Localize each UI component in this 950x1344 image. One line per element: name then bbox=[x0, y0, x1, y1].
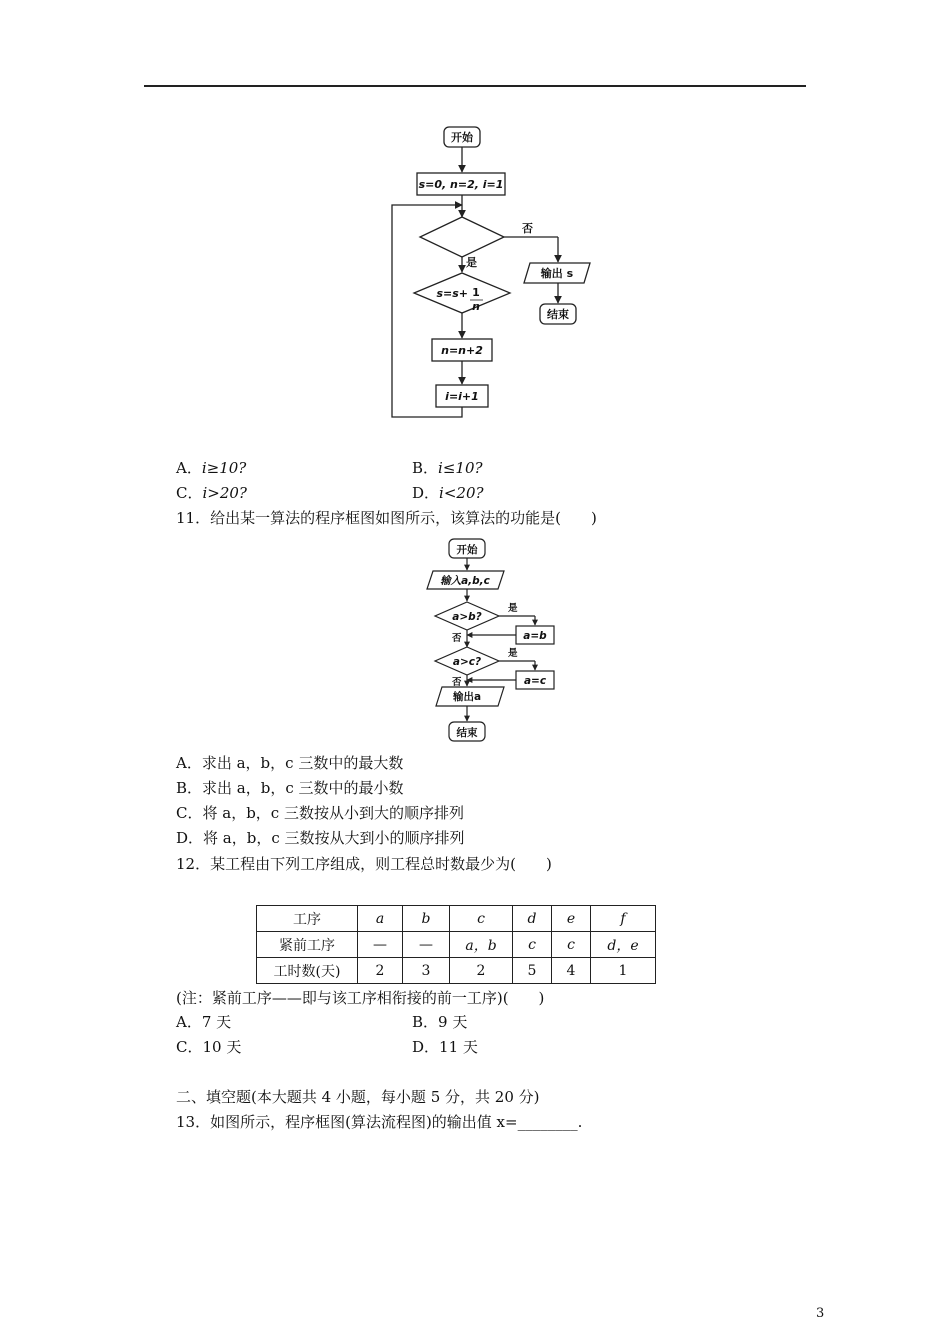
table-cell: a bbox=[358, 906, 403, 932]
flow2-assign1-text: a=b bbox=[523, 630, 547, 642]
table-cell: — bbox=[403, 932, 450, 958]
q12-option-a: A．7 天 bbox=[176, 1013, 232, 1031]
flow2-no2-label: 否 bbox=[452, 677, 462, 688]
table-cell: f bbox=[591, 906, 656, 932]
flow1-update-i-text: i=i+1 bbox=[445, 390, 479, 403]
header-rule bbox=[144, 85, 806, 87]
table-row bbox=[257, 932, 656, 958]
flow2-output-text: 输出a bbox=[452, 691, 482, 703]
table-cell: 1 bbox=[591, 958, 656, 984]
table-cell: c bbox=[450, 906, 513, 932]
flow1-output-text: 输出 s bbox=[540, 267, 574, 280]
table-cell: 2 bbox=[358, 958, 403, 984]
table-cell: c bbox=[552, 932, 591, 958]
q10-option-a: A．i≥10? bbox=[176, 459, 247, 477]
flow1-update-s-den: n bbox=[472, 300, 480, 313]
work-table bbox=[256, 905, 656, 984]
flowchart-2 bbox=[420, 535, 570, 747]
table-row bbox=[257, 906, 656, 932]
table-cell: — bbox=[358, 932, 403, 958]
flow1-yes-label: 是 bbox=[466, 256, 477, 269]
table-cell: 5 bbox=[513, 958, 552, 984]
q13-stem: 13．如图所示，程序框图(算法流程图)的输出值 x=________. bbox=[176, 1113, 583, 1131]
flow2-start-text: 开始 bbox=[456, 544, 478, 556]
page-number: 3 bbox=[816, 1306, 825, 1321]
table-cell: 工时数(天) bbox=[257, 958, 358, 984]
q12-stem: 12．某工程由下列工序组成，则工程总时数最少为( ) bbox=[176, 855, 552, 873]
q11-option-b: B．求出 a，b，c 三数中的最小数 bbox=[176, 779, 404, 797]
table-cell: d，e bbox=[591, 932, 656, 958]
flow1-end-text: 结束 bbox=[547, 308, 569, 321]
q12-note: (注：紧前工序——即与该工序相衔接的前一工序)( ) bbox=[176, 989, 545, 1007]
q11-option-c: C．将 a，b，c 三数按从小到大的顺序排列 bbox=[176, 804, 464, 822]
flowchart-1 bbox=[380, 120, 620, 430]
table-cell: 紧前工序 bbox=[257, 932, 358, 958]
q10-option-b: B．i≤10? bbox=[412, 459, 483, 477]
q12-option-c: C．10 天 bbox=[176, 1038, 242, 1056]
q12-option-b: B．9 天 bbox=[412, 1013, 468, 1031]
flow2-cond2-text: a>c? bbox=[452, 656, 482, 668]
flow1-update-n-text: n=n+2 bbox=[441, 344, 483, 357]
table-cell: 3 bbox=[403, 958, 450, 984]
flow1-init-text: s=0, n=2, i=1 bbox=[418, 178, 504, 191]
flow1-update-s-text: s=s+ bbox=[436, 287, 468, 300]
flow1-no-label: 否 bbox=[522, 222, 533, 235]
flow2-assign2-text: a=c bbox=[523, 675, 547, 687]
section-heading: 二、填空题(本大题共 4 小题，每小题 5 分，共 20 分) bbox=[176, 1088, 540, 1106]
q12-option-d: D．11 天 bbox=[412, 1038, 478, 1056]
flow2-yes1-label: 是 bbox=[508, 603, 518, 614]
q11-option-a: A．求出 a，b，c 三数中的最大数 bbox=[176, 754, 404, 772]
table-cell: c bbox=[513, 932, 552, 958]
flow2-yes2-label: 是 bbox=[508, 648, 518, 659]
table-cell: d bbox=[513, 906, 552, 932]
flow1-start-text: 开始 bbox=[451, 131, 473, 144]
q10-option-c: C．i>20? bbox=[176, 484, 247, 502]
table-cell: b bbox=[403, 906, 450, 932]
condition-diamond bbox=[420, 217, 504, 257]
flow1-update-s-num: 1 bbox=[472, 286, 480, 299]
table-cell: 工序 bbox=[257, 906, 358, 932]
table-cell: e bbox=[552, 906, 591, 932]
table-cell: 2 bbox=[450, 958, 513, 984]
q10-option-d: D．i<20? bbox=[412, 484, 484, 502]
flow2-end-text: 结束 bbox=[456, 727, 478, 739]
flow2-cond1-text: a>b? bbox=[452, 611, 482, 623]
table-row bbox=[257, 958, 656, 984]
q11-stem: 11．给出某一算法的程序框图如图所示，该算法的功能是( ) bbox=[176, 509, 597, 527]
q11-option-d: D．将 a，b，c 三数按从大到小的顺序排列 bbox=[176, 829, 465, 847]
table-cell: 4 bbox=[552, 958, 591, 984]
table-cell: a，b bbox=[450, 932, 513, 958]
flow2-no1-label: 否 bbox=[452, 633, 462, 644]
flow2-input-text: 输入a,b,c bbox=[440, 575, 490, 587]
